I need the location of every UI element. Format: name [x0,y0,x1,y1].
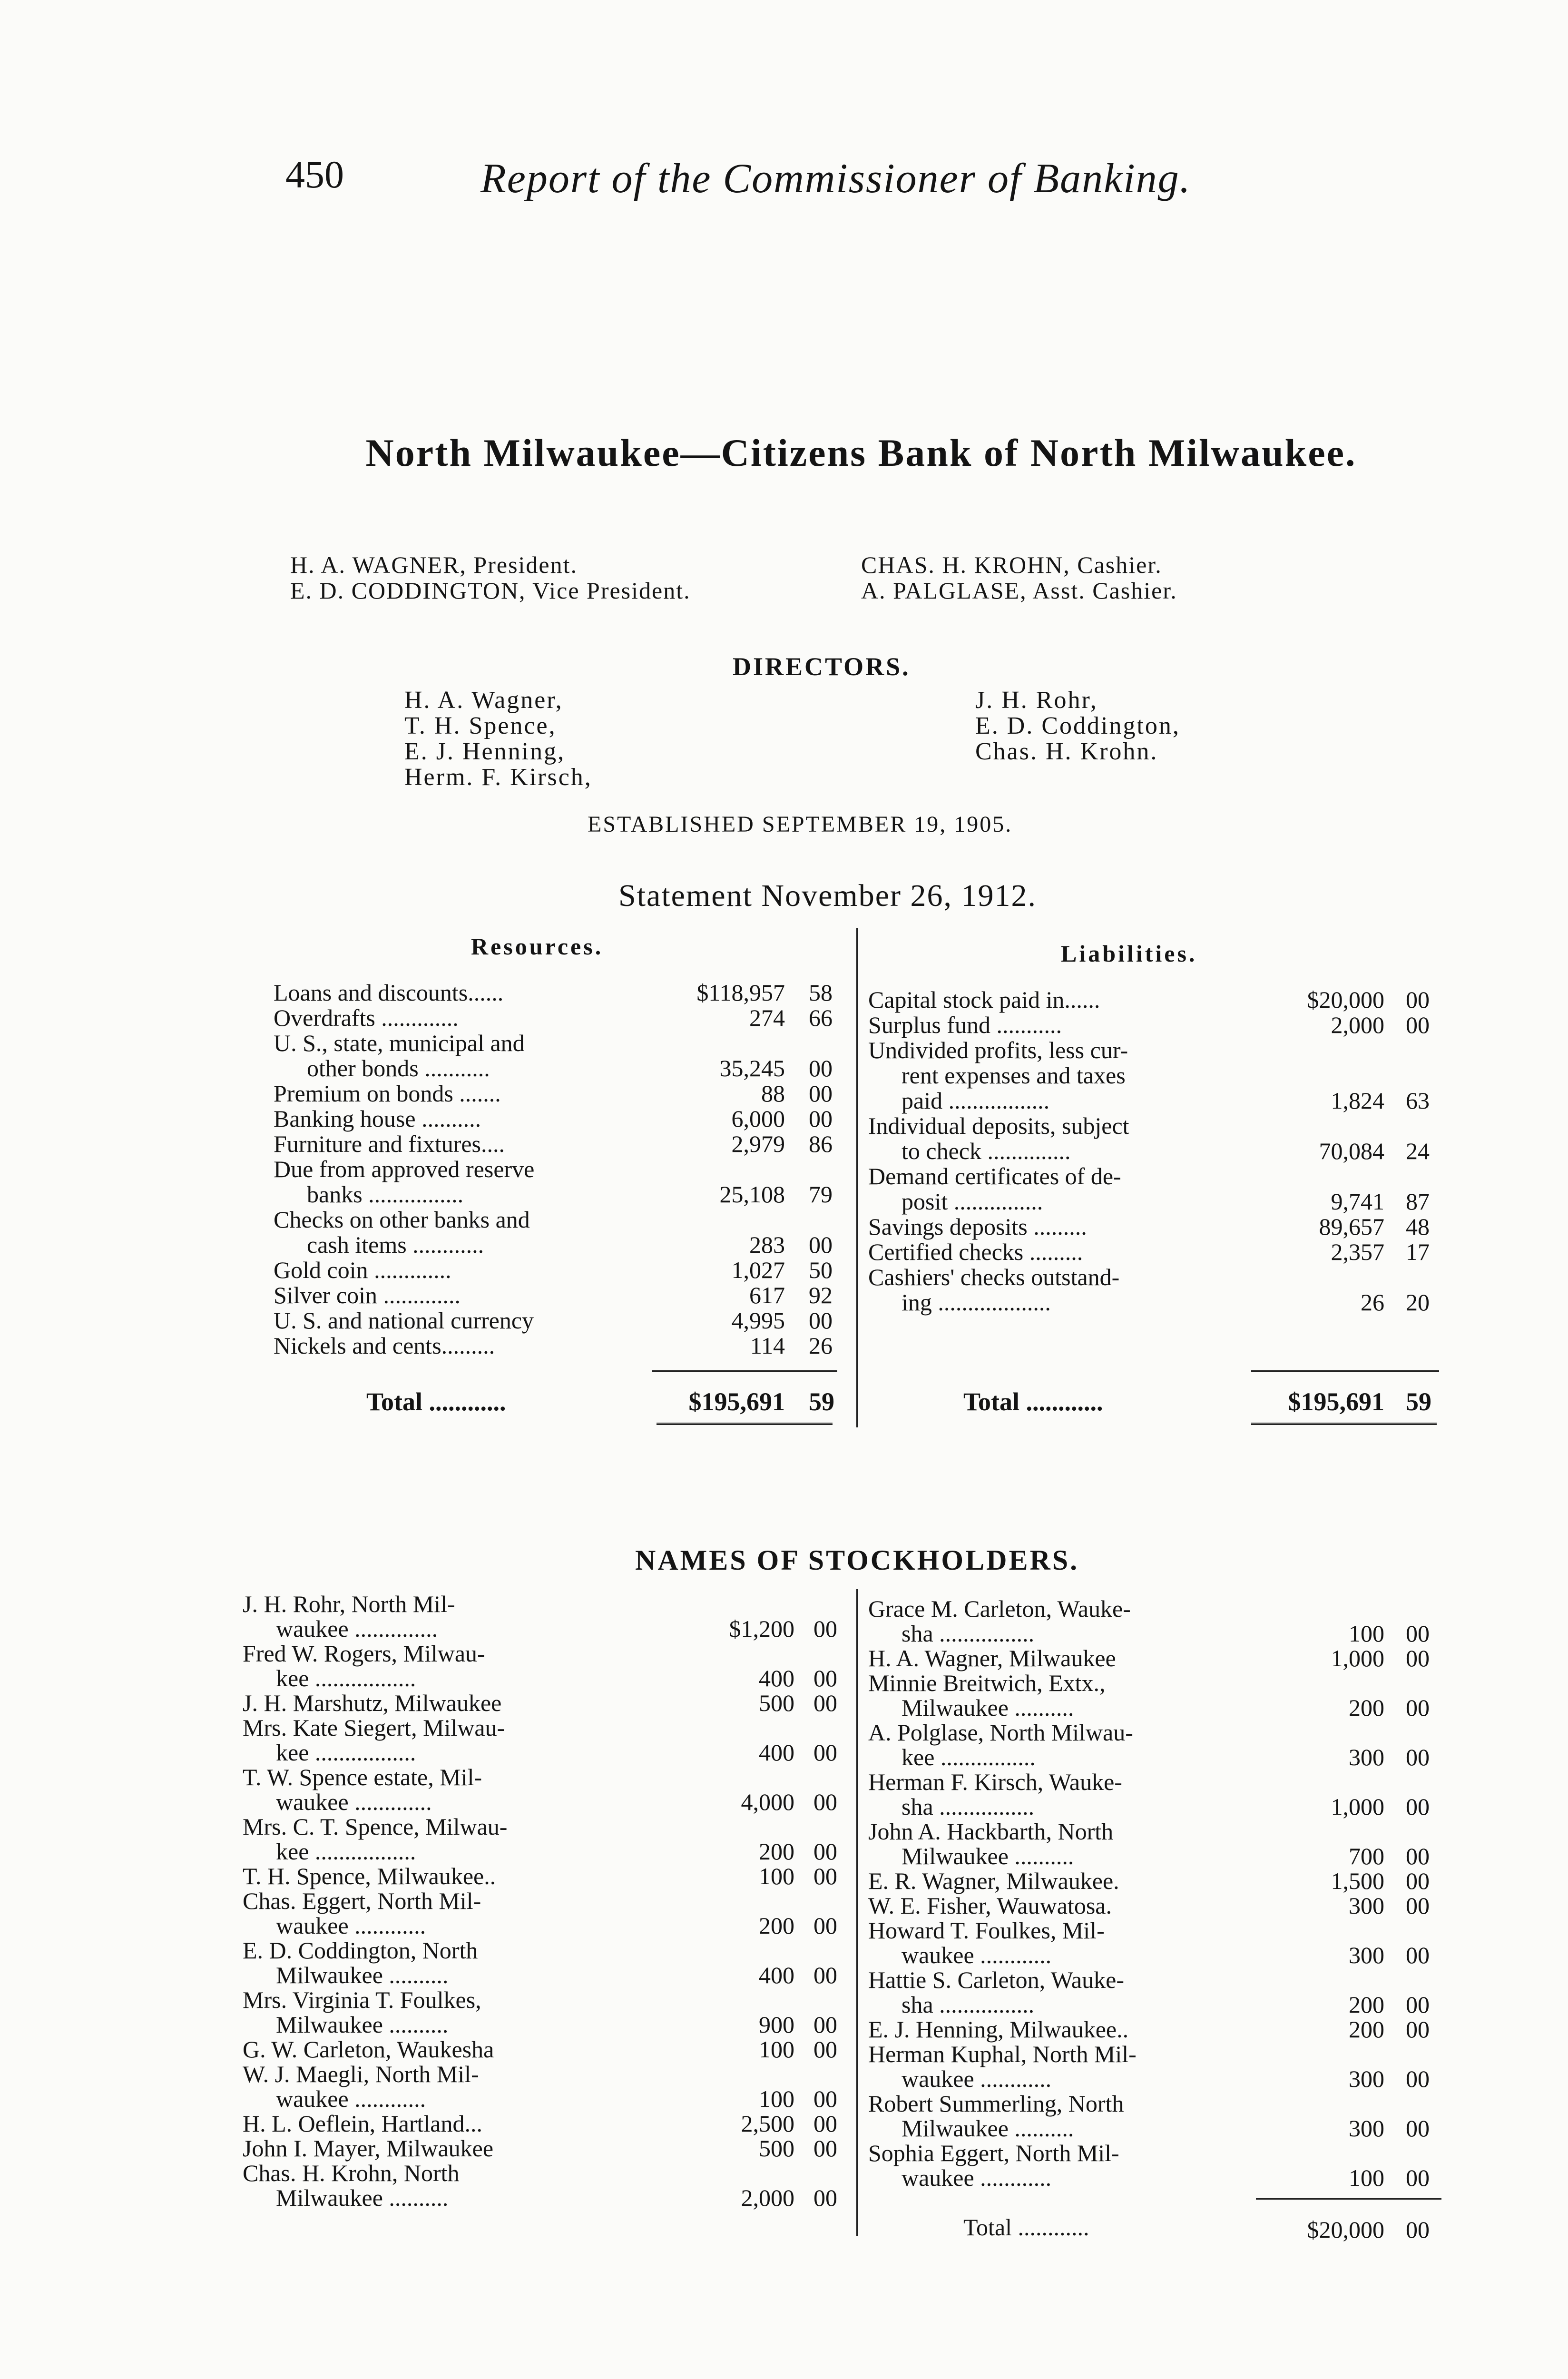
ledger-row [243,1864,847,1888]
row-dollars: 300 [1349,2115,1384,2142]
ledger-row [243,2161,847,2185]
row-label: sha ................ [902,1793,1035,1820]
ledger-row [868,1189,1444,1214]
ledger-row [868,1819,1444,1844]
row-cents: 92 [809,1282,833,1308]
director: Herm. F. Kirsch, [404,764,592,791]
row-dollars: 89,657 [1319,1213,1384,1240]
row-dollars: 2,000 [1331,1012,1384,1038]
ledger-row [868,1695,1444,1720]
ledger-row [243,1641,847,1666]
row-dollars: 100 [759,2085,794,2112]
ledger-row [868,1646,1444,1671]
row-dollars: 9,741 [1331,1188,1384,1215]
liabilities-table [868,987,1444,1315]
ledger-row [868,1038,1444,1063]
ledger-row [868,1893,1444,1918]
liabilities-double-rule [1251,1423,1437,1430]
row-dollars: 114 [750,1332,785,1359]
row-label: Checks on other banks and [274,1206,530,1233]
ledger-row [274,1056,844,1081]
row-cents: 00 [1406,2164,1430,2191]
ledger-row [243,1987,847,2012]
ledger-row [868,1720,1444,1745]
row-dollars: 300 [1349,1942,1384,1968]
officer-vice-president: E. D. CODDINGTON, Vice President. [290,577,691,604]
row-label: waukee ............ [902,1942,1052,1968]
stockholders-total-rule [1256,2198,1441,2200]
row-label: Certified checks ......... [868,1239,1083,1265]
row-label: T. H. Spence, Milwaukee.. [243,1863,496,1889]
row-cents: 20 [1406,1289,1430,1316]
director: H. A. Wagner, [404,687,563,714]
ledger-row [274,1106,844,1131]
row-label: kee ................ [902,1744,1036,1770]
row-dollars: 35,245 [719,1055,785,1081]
row-label: Milwaukee .......... [902,2115,1074,2142]
row-label: rent expenses and taxes [902,1062,1126,1089]
row-dollars: 6,000 [731,1105,785,1132]
row-dollars: 400 [759,1962,794,1988]
row-dollars: 26 [1361,1289,1384,1316]
row-dollars: 900 [759,2011,794,2038]
ledger-row [868,2116,1444,2141]
resources-table [274,980,844,1358]
row-cents: 00 [813,1789,837,1815]
row-label: kee ................. [276,1838,416,1865]
row-label: waukee ............ [276,2085,426,2112]
ledger-row [243,1666,847,1691]
row-dollars: 200 [759,1912,794,1939]
row-label: Minnie Breitwich, Extx., [868,1670,1106,1696]
row-dollars: 100 [1349,2164,1384,2191]
row-cents: 00 [1406,1892,1430,1919]
resources-total-rule [652,1370,837,1372]
row-label: other bonds ........... [307,1055,490,1081]
row-label: Mrs. C. T. Spence, Milwau- [243,1813,508,1840]
stockholders-right-list [868,1596,1444,2190]
row-label: Mrs. Virginia T. Foulkes, [243,1986,481,2013]
ledger-row [868,2141,1444,2165]
row-label: Chas. Eggert, North Mil- [243,1887,481,1914]
liabilities-total-rule [1251,1370,1439,1372]
row-label: U. S. and national currency [274,1307,534,1334]
bank-title: North Milwaukee—Citizens Bank of North Milwaukee. [365,431,1357,474]
ledger-row [274,1081,844,1106]
row-dollars: $118,957 [696,979,785,1006]
row-cents: 50 [809,1257,833,1283]
row-cents: 00 [813,2184,837,2211]
row-label: waukee ............ [902,2164,1052,2191]
row-label: H. A. Wagner, Milwaukee [868,1645,1116,1671]
row-cents: 00 [809,1105,833,1132]
ledger-row [868,1794,1444,1819]
row-label: Furniture and fixtures.... [274,1131,505,1157]
row-label: Milwaukee .......... [902,1843,1074,1869]
resources-total-dollars: $195,691 [688,1387,785,1416]
ledger-row [868,1992,1444,2017]
row-label: E. R. Wagner, Milwaukee. [868,1868,1119,1894]
row-dollars: 1,027 [731,1257,785,1283]
row-label: Silver coin ............. [274,1282,461,1308]
row-dollars: 2,979 [731,1131,785,1157]
row-label: John A. Hackbarth, North [868,1818,1114,1845]
resources-total-cents: 59 [809,1387,834,1416]
stockholders-left-list [243,1592,847,2210]
row-cents: 00 [813,2085,837,2112]
row-label: Chas. H. Krohn, North [243,2160,460,2186]
row-label: sha ................ [902,1620,1035,1647]
ledger-row [274,1333,844,1358]
row-label: Robert Summerling, North [868,2090,1124,2117]
ledger-row [868,1239,1444,1265]
row-label: banks ................ [307,1181,464,1208]
row-label: sha ................ [902,1991,1035,2018]
director: Chas. H. Krohn. [975,738,1158,765]
row-cents: 00 [1406,986,1430,1013]
ledger-row [868,1770,1444,1794]
row-cents: 00 [813,2011,837,2038]
row-label: W. J. Maegli, North Mil- [243,2061,479,2087]
ledger-row [868,1671,1444,1695]
row-dollars: 1,500 [1331,1868,1384,1894]
row-cents: 00 [1406,2016,1430,2043]
directors-heading: DIRECTORS. [733,652,911,681]
stockholders-total-label: Total ............ [963,2214,1089,2241]
stockholders-total-cents: 00 [1406,2216,1430,2243]
row-dollars: 500 [759,2135,794,2162]
ledger-row [868,1745,1444,1770]
ledger-row [243,2136,847,2161]
row-dollars: 200 [1349,1991,1384,2018]
stockholders-divider [856,1589,858,2236]
row-label: T. W. Spence estate, Mil- [243,1764,482,1790]
row-cents: 63 [1406,1087,1430,1114]
row-cents: 00 [1406,1942,1430,1968]
ledger-row [274,1308,844,1333]
row-label: H. L. Oeflein, Hartland... [243,2110,483,2137]
row-dollars: 100 [1349,1620,1384,1647]
officer-cashier: CHAS. H. KROHN, Cashier. [861,551,1162,578]
row-label: Howard T. Foulkes, Mil- [868,1917,1105,1944]
ledger-row [868,2066,1444,2091]
ledger-row [243,1888,847,1913]
ledger-row [243,2185,847,2210]
row-label: Cashiers' checks outstand- [868,1264,1120,1290]
ledger-row [243,2012,847,2037]
row-label: Milwaukee .......... [276,2184,449,2211]
stockholders-heading: NAMES OF STOCKHOLDERS. [635,1544,1079,1576]
row-cents: 26 [809,1332,833,1359]
row-label: cash items ............ [307,1231,484,1258]
ledger-row [868,1290,1444,1315]
row-label: E. D. Coddington, North [243,1937,478,1964]
row-cents: 00 [809,1080,833,1107]
row-label: Herman Kuphal, North Mil- [868,2041,1137,2067]
row-cents: 00 [809,1055,833,1081]
row-dollars: $1,200 [729,1615,794,1642]
ledger-row [868,1918,1444,1943]
ledger-row [243,1715,847,1740]
resources-heading: Resources. [471,933,604,960]
row-dollars: 4,000 [741,1789,794,1815]
ledger-row [243,2111,847,2136]
row-label: Grace M. Carleton, Wauke- [868,1595,1131,1622]
row-dollars: $20,000 [1307,986,1384,1013]
row-cents: 79 [809,1181,833,1208]
row-label: Overdrafts ............. [274,1004,459,1031]
ledger-row [243,1963,847,1987]
ledger-row [868,1868,1444,1893]
ledger-row [243,1913,847,1938]
row-dollars: 283 [749,1231,785,1258]
statement-title: Statement November 26, 1912. [618,878,1037,913]
row-label: Individual deposits, subject [868,1112,1129,1139]
ledger-row [274,1182,844,1207]
row-dollars: 200 [759,1838,794,1865]
row-cents: 00 [809,1231,833,1258]
director: E. D. Coddington, [975,712,1180,739]
row-label: waukee ............. [276,1789,432,1815]
ledger-row [868,1088,1444,1113]
ledger-row [868,1943,1444,1967]
row-cents: 00 [813,2110,837,2137]
ledger-row [868,1113,1444,1139]
row-label: paid ................. [902,1087,1050,1114]
director: J. H. Rohr, [975,687,1098,714]
resources-double-rule [657,1423,833,1430]
row-dollars: 400 [759,1665,794,1691]
row-cents: 00 [1406,1620,1430,1647]
row-label: waukee ............ [902,2065,1052,2092]
row-dollars: 500 [759,1690,794,1716]
ledger-row [868,2042,1444,2066]
ledger-row [243,1814,847,1839]
officer-asst-cashier: A. PALGLASE, Asst. Cashier. [861,577,1177,604]
row-label: Demand certificates of de- [868,1163,1121,1190]
ledger-row [243,1691,847,1715]
ledger-row [243,1765,847,1789]
row-label: Surplus fund ........... [868,1012,1062,1038]
ledger-row [868,987,1444,1013]
ledger-row [868,1967,1444,1992]
directors-left [404,688,592,790]
row-label: Hattie S. Carleton, Wauke- [868,1966,1124,1993]
resources-total-label: Total ............ [366,1387,506,1416]
row-dollars: 2,500 [741,2110,794,2137]
row-label: kee ................. [276,1739,416,1766]
row-label: J. H. Rohr, North Mil- [243,1591,455,1617]
row-dollars: 1,000 [1331,1645,1384,1671]
ledger-row [868,1596,1444,1621]
row-label: posit ............... [902,1188,1043,1215]
row-cents: 66 [809,1004,833,1031]
row-dollars: 200 [1349,2016,1384,2043]
row-label: Savings deposits ......... [868,1213,1087,1240]
ledger-row [274,1258,844,1283]
director: E. J. Henning, [404,738,566,765]
row-cents: 00 [1406,2065,1430,2092]
row-dollars: 1,824 [1331,1087,1384,1114]
row-cents: 86 [809,1131,833,1157]
row-dollars: 300 [1349,2065,1384,2092]
ledger-row [274,1005,844,1031]
directors-right [975,688,1180,765]
row-label: Herman F. Kirsch, Wauke- [868,1769,1122,1795]
row-label: to check .............. [902,1138,1071,1164]
row-cents: 00 [1406,1843,1430,1869]
director: T. H. Spence, [404,712,557,739]
row-dollars: 400 [759,1739,794,1766]
row-label: Fred W. Rogers, Milwau- [243,1640,485,1667]
row-cents: 00 [813,1665,837,1691]
row-dollars: 300 [1349,1744,1384,1770]
row-cents: 00 [813,1615,837,1642]
row-cents: 58 [809,979,833,1006]
row-cents: 00 [813,2036,837,2063]
row-cents: 00 [813,2135,837,2162]
row-label: waukee ............ [276,1912,426,1939]
row-label: Banking house .......... [274,1105,481,1132]
row-label: U. S., state, municipal and [274,1030,525,1056]
row-label: Loans and discounts...... [274,979,504,1006]
ledger-row [243,2062,847,2086]
officers-right [861,552,1177,603]
row-label: waukee .............. [276,1615,438,1642]
running-title: Report of the Commissioner of Banking. [480,156,1191,202]
stockholders-total-dollars: $20,000 [1307,2216,1384,2243]
row-cents: 00 [1406,1694,1430,1721]
row-label: Milwaukee .......... [902,1694,1074,1721]
ledger-row [274,980,844,1005]
liabilities-total-dollars: $195,691 [1288,1387,1384,1416]
ledger-row [243,2086,847,2111]
page-number: 450 [285,153,344,196]
ledger-row [868,1013,1444,1038]
row-dollars: 1,000 [1331,1793,1384,1820]
row-dollars: 617 [749,1282,785,1308]
row-cents: 00 [1406,1012,1430,1038]
row-label: Premium on bonds ....... [274,1080,501,1107]
row-dollars: 88 [761,1080,785,1107]
row-cents: 00 [813,1863,837,1889]
row-label: Undivided profits, less cur- [868,1037,1128,1063]
ledger-row [243,1938,847,1963]
row-cents: 00 [813,1838,837,1865]
ledger-row [274,1283,844,1308]
row-label: Mrs. Kate Siegert, Milwau- [243,1714,505,1741]
row-label: Gold coin ............. [274,1257,451,1283]
ledger-row [274,1031,844,1056]
ledger-row [868,1164,1444,1189]
ledger-row [243,1839,847,1864]
row-dollars: 700 [1349,1843,1384,1869]
row-cents: 00 [1406,1868,1430,1894]
row-cents: 87 [1406,1188,1430,1215]
liabilities-heading: Liabilities. [1061,940,1197,967]
officers-left [290,552,691,603]
row-label: A. Polglase, North Milwau- [868,1719,1133,1746]
row-dollars: 200 [1349,1694,1384,1721]
row-dollars: 274 [749,1004,785,1031]
row-label: Nickels and cents......... [274,1332,495,1359]
ledger-row [274,1232,844,1258]
column-divider [856,928,858,1427]
ledger-row [868,1139,1444,1164]
row-dollars: 300 [1349,1892,1384,1919]
row-cents: 00 [813,1912,837,1939]
officer-president: H. A. WAGNER, President. [290,551,578,578]
row-label: J. H. Marshutz, Milwaukee [243,1690,502,1716]
row-cents: 00 [1406,1793,1430,1820]
ledger-row [274,1131,844,1157]
row-cents: 24 [1406,1138,1430,1164]
ledger-row [868,1063,1444,1088]
ledger-row [274,1157,844,1182]
row-dollars: 25,108 [719,1181,785,1208]
row-cents: 00 [1406,1991,1430,2018]
ledger-row [243,2037,847,2062]
row-cents: 48 [1406,1213,1430,1240]
ledger-row [274,1207,844,1232]
ledger-row [243,1616,847,1641]
ledger-row [868,1621,1444,1646]
row-label: Due from approved reserve [274,1156,535,1182]
row-dollars: 70,084 [1319,1138,1384,1164]
row-dollars: 2,357 [1331,1239,1384,1265]
row-label: G. W. Carleton, Waukesha [243,2036,494,2063]
row-cents: 00 [1406,1645,1430,1671]
ledger-row [868,2165,1444,2190]
row-cents: 00 [813,1739,837,1766]
ledger-row [243,1789,847,1814]
row-label: Capital stock paid in...... [868,986,1100,1013]
row-label: E. J. Henning, Milwaukee.. [868,2016,1129,2043]
row-label: Milwaukee .......... [276,1962,449,1988]
liabilities-total-label: Total ............ [963,1387,1103,1416]
row-cents: 00 [813,1690,837,1716]
liabilities-total-cents: 59 [1406,1387,1431,1416]
ledger-row [868,2017,1444,2042]
row-label: Milwaukee .......... [276,2011,449,2038]
established-date: ESTABLISHED SEPTEMBER 19, 1905. [588,812,1013,837]
ledger-row [868,1844,1444,1868]
row-label: kee ................. [276,1665,416,1691]
row-cents: 00 [813,1962,837,1988]
ledger-row [243,1740,847,1765]
row-cents: 17 [1406,1239,1430,1265]
ledger-row [243,1592,847,1616]
row-dollars: 2,000 [741,2184,794,2211]
ledger-row [868,1214,1444,1239]
row-dollars: 100 [759,1863,794,1889]
row-dollars: 4,995 [731,1307,785,1334]
ledger-row [868,2091,1444,2116]
row-label: Sophia Eggert, North Mil- [868,2140,1119,2166]
ledger-row [868,1265,1444,1290]
row-dollars: 100 [759,2036,794,2063]
row-label: John I. Mayer, Milwaukee [243,2135,494,2162]
row-cents: 00 [1406,1744,1430,1770]
row-label: ing ................... [902,1289,1051,1316]
row-cents: 00 [1406,2115,1430,2142]
row-label: W. E. Fisher, Wauwatosa. [868,1892,1112,1919]
row-cents: 00 [809,1307,833,1334]
